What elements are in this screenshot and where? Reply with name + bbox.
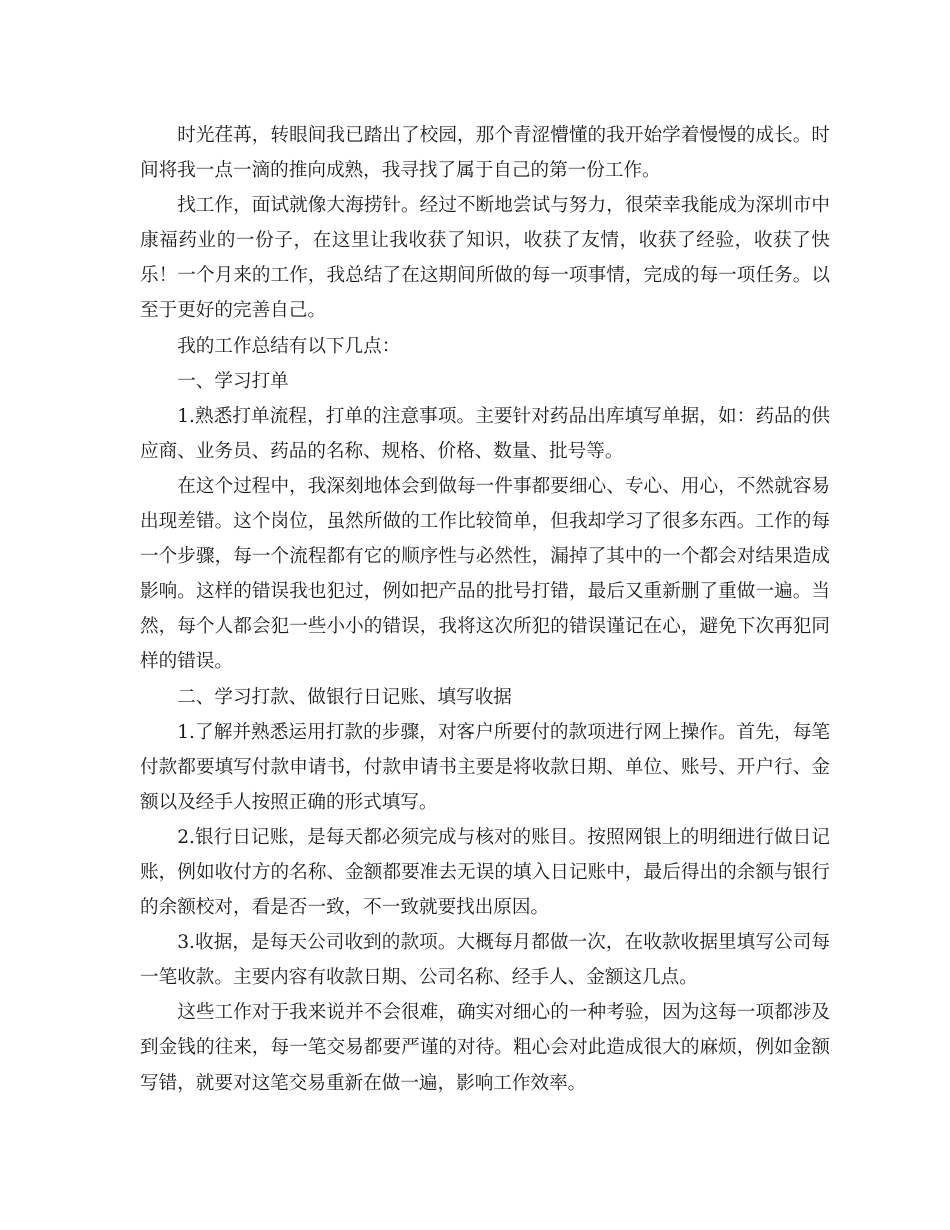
paragraph-item-1-1: 1.熟悉打单流程，打单的注意事项。主要针对药品出库填写单据，如：药品的供应商、业务员、药品的名称、规格、价格、数量、批号等。 (140, 405, 830, 462)
paragraph-item-2-3: 3.收据，是每天公司收到的款项。大概每月都做一次，在收款收据里填写公司每一笔收款。主要内容有收款日期、公司名称、经手人、金额这几点。 (140, 932, 830, 989)
section-heading-1: 一、学习打单 (177, 370, 289, 392)
paragraph-item-2-2: 2.银行日记账，是每天都必须完成与核对的账目。按照网银上的明细进行做日记账，例如收付方的名称、金额都要准去无误的填入日记账中，最后得出的余额与银行的余额校对，看是否一致，不一致就要找出原因。 (140, 826, 830, 919)
paragraph-job-search: 找工作，面试就像大海捞针。经过不断地尝试与努力，很荣幸我能成为深圳市中康福药业的一份子，在这里让我收获了知识，收获了友情，收获了经验，收获了快乐！一个月来的工作，我总结了在这期间所做的每一项事情，完成的每一项任务。以至于更好的完善自己。 (140, 195, 830, 322)
document-body (140, 118, 830, 1101)
paragraph-reflection-1: 在这个过程中，我深刻地体会到做每一件事都要细心、专心、用心，不然就容易出现差错。这个岗位，虽然所做的工作比较简单，但我却学习了很多东西。工作的每一个步骤，每一个流程都有它的顺序性与必然性，漏掉了其中的一个都会对结果造成影响。这样的错误我也犯过，例如把产品的批号打错，最后又重新删了重做一遍。当然，每个人都会犯一些小小的错误，我将这次所犯的错误谨记在心，避免下次再犯同样的错误。 (140, 475, 830, 673)
section-heading-2: 二、学习打款、做银行日记账、填写收据 (177, 686, 512, 708)
paragraph-summary-lead: 我的工作总结有以下几点： (177, 335, 401, 357)
paragraph-intro: 时光荏苒，转眼间我已踏出了校园，那个青涩懵懂的我开始学着慢慢的成长。时间将我一点一滴的推向成熟，我寻找了属于自己的第一份工作。 (140, 125, 830, 182)
paragraph-item-2-1: 1.了解并熟悉运用打款的步骤，对客户所要付的款项进行网上操作。首先，每笔付款都要填写付款申请书，付款申请书主要是将收款日期、单位、账号、开户行、金额以及经手人按照正确的形式填写。 (140, 721, 830, 813)
paragraph-reflection-2: 这些工作对于我来说并不会很难，确实对细心的一种考验，因为这每一项都涉及到金钱的往来，每一笔交易都要严谨的对待。粗心会对此造成很大的麻烦，例如金额写错，就要对这笔交易重新在做一遍，影响工作效率。 (140, 1002, 830, 1094)
